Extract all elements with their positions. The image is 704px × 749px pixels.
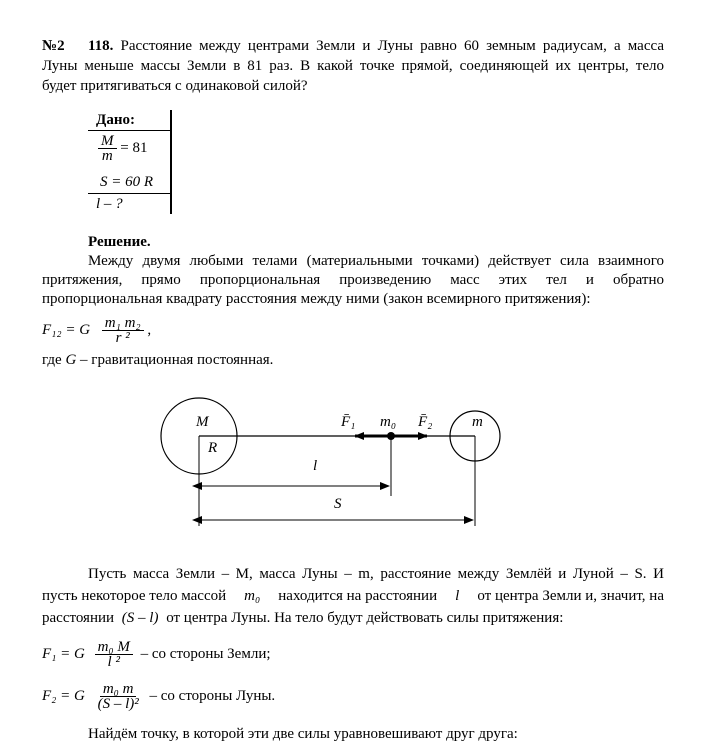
gravity-law-formula: F₁₂ = G $\frac{\text{m₁ m₂}}{\text{r ²}}$ , [42, 315, 152, 346]
given-unknown: l – ? [96, 196, 123, 212]
problem-number: №2 [42, 38, 65, 54]
f1-formula: F₁ = G $\frac{\text{m₀ M}}{\text{l ²}}$ – со стороны Земли; [42, 639, 271, 670]
earth-moon-diagram [0, 390, 704, 540]
earth-label: M [196, 414, 209, 430]
given-distance: S = 60 R [100, 174, 154, 190]
given-title: Дано: [96, 112, 135, 128]
body-label: m₀ [380, 414, 397, 430]
body-p2-line-1: Пусть масса Земли – M, масса Луны – m, расстояние между Землёй и Луной – S. И [88, 566, 664, 582]
s-label: S [334, 496, 342, 512]
l-label: l [313, 458, 318, 474]
given-bottom-rule [88, 193, 170, 194]
solution-p1-line-3: пропорциональная квадрату расстояния между ними (закон всемирного притяжения): [42, 291, 591, 307]
moon-label: m [472, 414, 483, 430]
given-vertical-rule [170, 110, 172, 214]
task-number: 118. [88, 38, 114, 54]
solution-p1-line-2: притяжения, прямо пропорциональная произведению масс этих тел и обратно [42, 272, 664, 288]
f2-label: F̄₂ [418, 414, 433, 430]
problem-line-1 [88, 38, 664, 55]
problem-line-3: будет притягиваться с одинаковой силой? [42, 78, 308, 94]
body-p2-line-3: расстоянии (S – l) от центра Луны. На тело будут действовать силы притяжения: [42, 610, 564, 626]
solution-title: Решение. [88, 234, 151, 250]
problem-line-2: Луны меньше массы Земли в 81 раз. В какой точке прямой, соединяющей их центры, тело [42, 58, 664, 74]
solution-p1-line-1: Между двумя любыми телами (материальными точками) действует сила взаимного [88, 253, 664, 269]
given-top-rule [88, 130, 170, 131]
f2-formula: F₂ = G $\frac{\text{m₀ m}}{\text{(S – l)²}}$ – со стороны Луны. [42, 681, 276, 712]
body-p3: Найдём точку, в которой эти две силы уравновешивают друг друга: [88, 726, 518, 742]
radius-label: R [208, 440, 218, 456]
body-point [387, 432, 395, 440]
problem-text-1: Расстояние между центрами Земли и Луны равно 60 земным радиусам, а масса [120, 38, 664, 54]
where-line: где G – гравитационная постоянная. [42, 352, 274, 368]
body-p2-line-2: пусть некоторое тело массой m₀ находится на расстоянии l от центра Земли и, значит, на [42, 588, 664, 604]
given-ratio: $\frac{M}{m}$ = 81 [98, 134, 147, 163]
f1-label: F̄₁ [341, 414, 356, 430]
